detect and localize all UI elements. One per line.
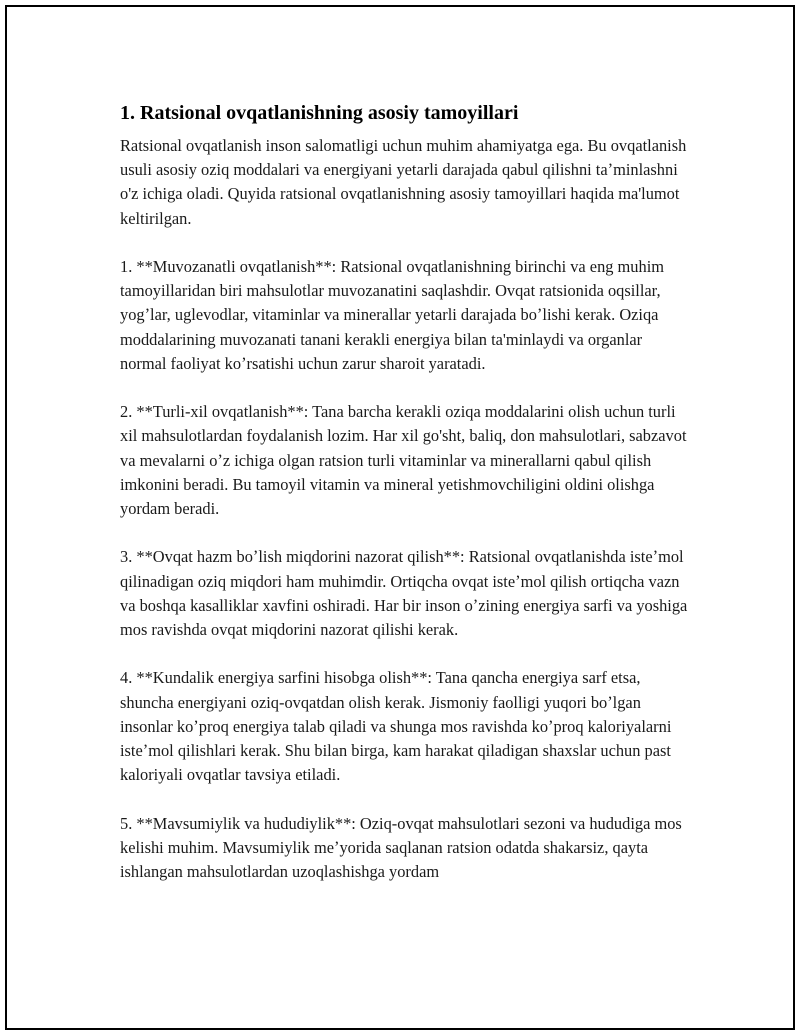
principle-1-paragraph: 1. **Muvozanatli ovqatlanish**: Ratsional ovqatlanishning birinchi va eng muhim tamoyillaridan biri mahsulotlar muvozanatini saqlashdir. Ovqat ratsionida oqsillar, yogʼlar, uglevodlar, vitaminlar va minerallar yetarli darajada boʼlishi kerak. Oziqa moddalarining muvozanati tanani kerakli energiya bilan ta'minlaydi va organlar normal faoliyat koʼrsatishi uchun zarur sharoit yaratadi.: [120, 257, 664, 373]
section-heading: 1. Ratsional ovqatlanishning asosiy tamoyillari: [120, 102, 519, 124]
principle-5-paragraph: 5. **Mavsumiylik va hududiylik**: Oziq-ovqat mahsulotlari sezoni va hududiga mos kelishi muhim. Mavsumiylik meʼyorida saqlanan ratsion odatda shakarsiz, qayta ishlangan mahsulotlardan uzoqlashishga yordam: [120, 813, 682, 882]
principle-2-paragraph: 2. **Turli-xil ovqatlanish**: Tana barcha kerakli oziqa moddalarini olish uchun turli xil mahsulotlardan foydalanish lozim. Har xil go'sht, baliq, don mahsulotlari, sabzavot va mevalarni oʼz ichiga olgan ratsion turli vitaminlar va minerallarni qabul qilish imkonini beradi. Bu tamoyil vitamin va mineral yetishmovchiligini oldini olishga yordam beradi.: [120, 402, 687, 519]
principle-3-paragraph: 3. **Ovqat hazm boʼlish miqdorini nazorat qilish**: Ratsional ovqatlanishda isteʼmol qilinadigan oziq miqdori ham muhimdir. Ortiqcha ovqat isteʼmol qilish ortiqcha vazn va boshqa kasalliklar xavfini oshiradi. Har bir inson oʼzining energiya sarfi va yoshiga mos ravishda ovqat miqdorini nazorat qilishi kerak.: [120, 547, 688, 640]
page-frame: [5, 5, 795, 1030]
intro-paragraph: Ratsional ovqatlanish inson salomatligi uchun muhim ahamiyatga ega. Bu ovqatlanish usuli asosiy oziq moddalari va energiyani yetarli darajada qabul qilishni taʼminlashni o'z ichiga oladi. Quyida ratsional ovqatlanishning asosiy tamoyillari haqida ma'lumot keltirilgan.: [120, 136, 687, 228]
document-body: [120, 97, 690, 884]
principle-4-paragraph: 4. **Kundalik energiya sarfini hisobga olish**: Tana qancha energiya sarf etsa, shuncha energiyani oziq-ovqatdan olish kerak. Jismoniy faolligi yuqori boʼlgan insonlar koʼproq energiya talab qiladi va shunga mos ravishda koʼproq kaloriyalarni isteʼmol qilishlari kerak. Shu bilan birga, kam harakat qiladigan shaxslar uchun past kaloriyali ovqatlar tavsiya etiladi.: [120, 668, 672, 785]
